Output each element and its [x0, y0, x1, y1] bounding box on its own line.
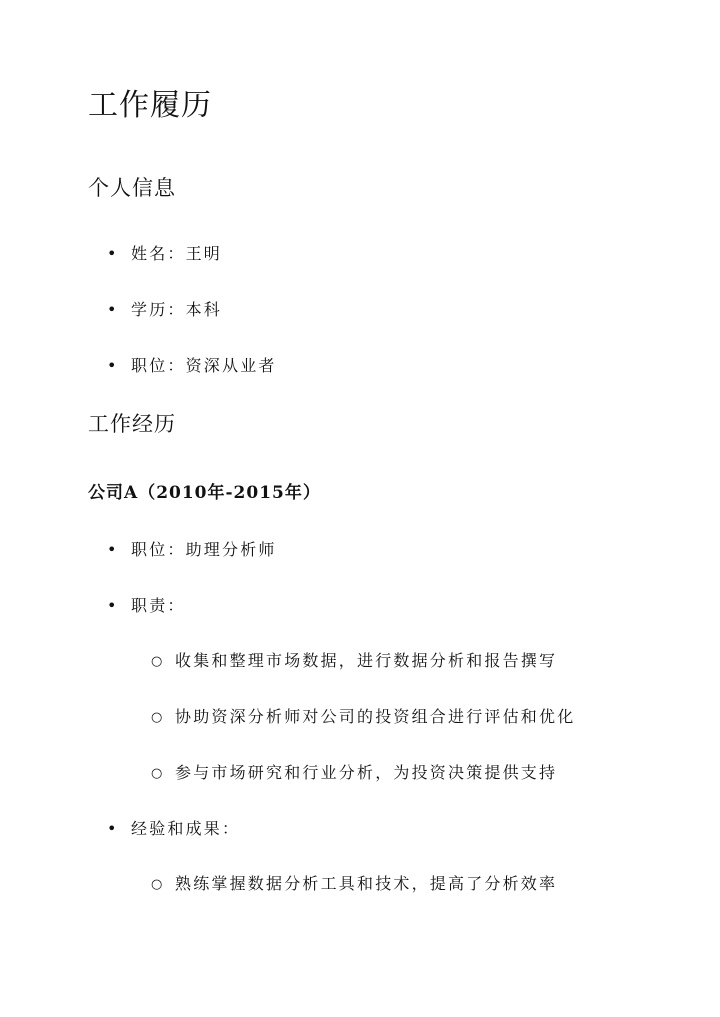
list-item-text: 职责：: [131, 596, 186, 615]
duty-item-2: [151, 705, 576, 729]
list-item-text: 熟练掌握数据分析工具和技术，提高了分析效率: [175, 874, 558, 893]
duty-item-1: [151, 649, 558, 673]
list-item-duties: [107, 594, 186, 618]
list-item-name: [107, 242, 223, 266]
list-item-position: [107, 354, 277, 378]
list-item-achievements: [107, 817, 241, 841]
company-heading: 公司A（2010年-2015年）: [88, 483, 321, 503]
bullet-marker: •: [107, 596, 119, 615]
bullet-marker: •: [107, 356, 119, 375]
work-experience-heading: 工作经历: [88, 412, 176, 436]
achievement-item-1: [151, 872, 558, 896]
list-item-text: 姓名：王明: [131, 244, 223, 263]
list-item-education: [107, 298, 223, 322]
list-item-text: 参与市场研究和行业分析，为投资决策提供支持: [175, 763, 558, 782]
list-item-text: 学历：本科: [131, 300, 223, 319]
duty-item-3: [151, 761, 558, 785]
list-item-text: 职位：助理分析师: [131, 540, 277, 559]
list-item-text: 收集和整理市场数据，进行数据分析和报告撰写: [175, 651, 558, 670]
list-item-text: 协助资深分析师对公司的投资组合进行评估和优化: [175, 707, 576, 726]
bullet-marker: •: [107, 819, 119, 838]
list-item-company-position: [107, 538, 277, 562]
bullet-marker: •: [107, 300, 119, 319]
bullet-marker: •: [107, 540, 119, 559]
sub-bullet-marker: ○: [151, 710, 165, 725]
list-item-text: 职位：资深从业者: [131, 356, 277, 375]
list-item-text: 经验和成果：: [131, 819, 241, 838]
sub-bullet-marker: ○: [151, 654, 165, 669]
page-title: 工作履历: [88, 88, 212, 123]
sub-bullet-marker: ○: [151, 766, 165, 781]
sub-bullet-marker: ○: [151, 877, 165, 892]
bullet-marker: •: [107, 244, 119, 263]
personal-info-heading: 个人信息: [88, 176, 176, 200]
